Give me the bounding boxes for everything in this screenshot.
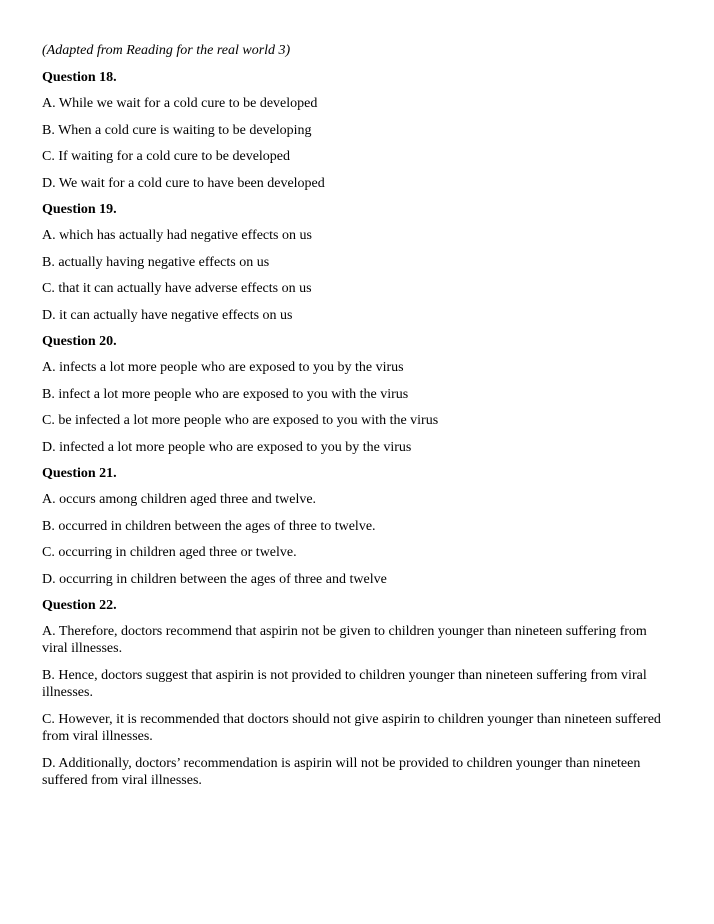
- option-d: D. occurring in children between the ages of three and twelve: [42, 571, 387, 587]
- option-c: C. that it can actually have adverse effects on us: [42, 281, 312, 296]
- question-title: Question 19.: [42, 202, 117, 217]
- option-c: C. If waiting for a cold cure to be developed: [42, 149, 291, 164]
- question-title: Question 18.: [42, 70, 117, 85]
- option-d: D. infected a lot more people who are exposed to you by the virus: [42, 439, 412, 455]
- question-title: Question 20.: [42, 334, 117, 349]
- question-22: [42, 597, 672, 789]
- source-note: (Adapted from Reading for the real world 3): [42, 43, 291, 58]
- option-b: B. Hence, doctors suggest that aspirin is not provided to children younger than nineteen suffering from viral illnesses.: [42, 668, 647, 700]
- option-c: C. be infected a lot more people who are exposed to you with the virus: [42, 413, 439, 428]
- option-d: D. it can actually have negative effects on us: [42, 307, 293, 323]
- option-a: A. which has actually had negative effects on us: [42, 228, 312, 243]
- option-a: A. While we wait for a cold cure to be developed: [42, 96, 318, 111]
- option-d: D. Additionally, doctors’ recommendation is aspirin will not be provided to children younger than nineteen suffered from viral illnesses.: [42, 756, 641, 788]
- option-a: A. infects a lot more people who are exposed to you by the virus: [42, 360, 404, 375]
- question-title: Question 21.: [42, 466, 117, 481]
- question-21: [42, 465, 672, 588]
- option-d: D. We wait for a cold cure to have been developed: [42, 175, 325, 191]
- option-c: C. occurring in children aged three or twelve.: [42, 545, 297, 560]
- question-title: Question 22.: [42, 598, 117, 613]
- question-19: [42, 201, 672, 324]
- option-b: B. occurred in children between the ages of three to twelve.: [42, 518, 376, 534]
- document-page: [42, 42, 672, 799]
- question-18: [42, 69, 672, 192]
- option-b: B. When a cold cure is waiting to be developing: [42, 122, 312, 138]
- question-20: [42, 333, 672, 456]
- option-a: A. occurs among children aged three and twelve.: [42, 492, 317, 507]
- option-b: B. actually having negative effects on us: [42, 254, 270, 270]
- option-c: C. However, it is recommended that doctors should not give aspirin to children younger than nineteen suffered from viral illnesses.: [42, 712, 661, 744]
- option-b: B. infect a lot more people who are exposed to you with the virus: [42, 386, 409, 402]
- option-a: A. Therefore, doctors recommend that aspirin not be given to children younger than nineteen suffering from viral illnesses.: [42, 624, 647, 656]
